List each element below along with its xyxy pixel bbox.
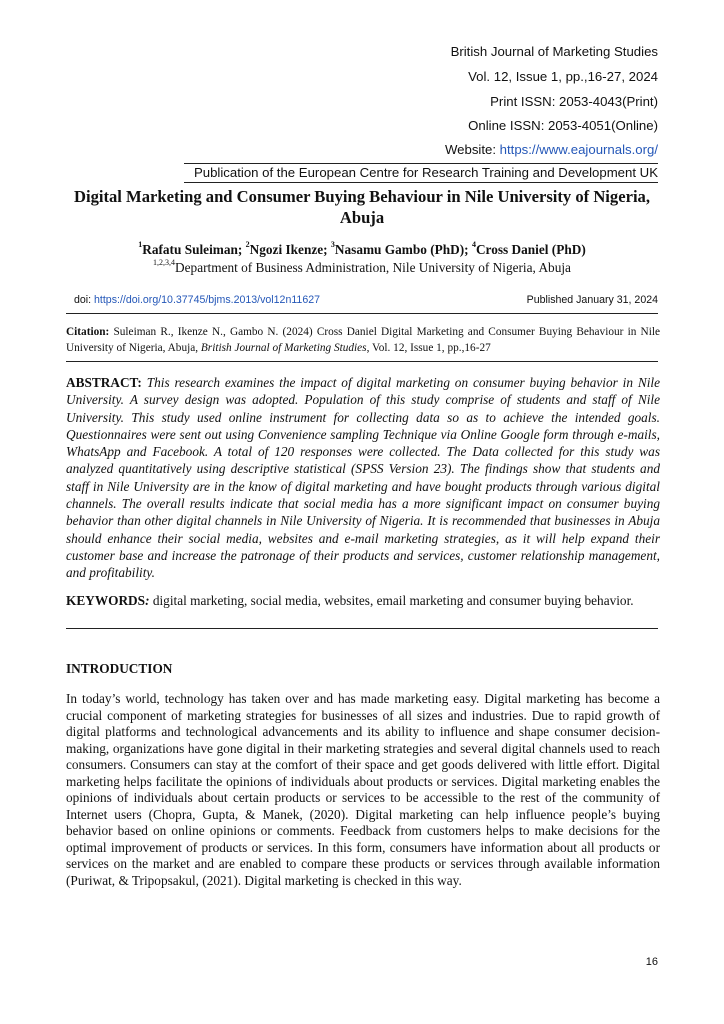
intro-paragraph: In today’s world, technology has taken over and has made marketing easy. Digital marketing has become a crucial component of marketing strategies for businesses of all sizes and industries. Due to rapid growth of digital platforms and technological advancements and its ability to influence and shape consumer decision-making, organizations have gone digital in their marketing strategies and several digital channels used to reach consumers. Consumers can stay at the comfort of their space and get goods delivered with little effort. Digital marketing helps facilitate the opinions of individuals about products or services. Digital marketing enables the opinions of individuals about certain products or services to be accessible to the rest of the community of Internet users (Chopra, Gupta, & Manek, (2020). Digital marketing can help influence people’s buying behavior based on online opinions or comments. Feedback from customers helps to make decisions for the optimal improvement of products or services. In this form, consumers have information about all products or services on the market and are enabled to compare these products or services through available information (Puriwat, & Tripopsakul, (2021). Digital marketing is checked in this way. <box>66 691 660 888</box>
author-name: Nasamu Gambo (PhD); <box>334 242 472 257</box>
citation <box>66 324 660 356</box>
affiliation-text: Department of Business Administration, Nile University of Nigeria, Abuja <box>175 260 571 275</box>
website-link[interactable]: https://www.eajournals.org/ <box>499 142 658 157</box>
citation-rule <box>66 361 658 362</box>
author-sup: 2 <box>245 240 250 249</box>
website-line <box>445 142 658 157</box>
header-rule <box>184 163 658 164</box>
journal-name: British Journal of Marketing Studies <box>450 44 658 59</box>
keywords <box>66 592 660 609</box>
affiliation-sup: 1,2,3,4 <box>153 258 176 267</box>
keywords-label: KEYWORDS <box>66 593 146 608</box>
keywords-text: digital marketing, social media, websites, email marketing and consumer buying behavior. <box>149 593 634 608</box>
page-number: 16 <box>645 956 658 968</box>
website-label: Website: <box>444 142 500 157</box>
abstract-label: ABSTRACT: <box>66 375 142 390</box>
online-issn: Online ISSN: 2053-4051(Online) <box>468 118 658 133</box>
citation-tail: , Vol. 12, Issue 1, pp.,16-27 <box>366 342 491 354</box>
published-date: Published January 31, 2024 <box>526 294 658 306</box>
doi-line <box>74 294 320 306</box>
doi-rule <box>66 313 658 314</box>
abstract <box>66 374 660 582</box>
doi-link[interactable]: https://doi.org/10.37745/bjms.2013/vol12n11627 <box>94 294 321 306</box>
abstract-text: This research examines the impact of digital marketing on consumer buying behavior in Nile University. A survey design was adopted. Population of this study comprise of students and staff of Nile University. This study used online instrument for collecting data so as to achieve the intended goals. Questionnaires were sent out using Convenience sampling Technique via Online Google form through e-mails, WhatsApp and Facebook. A total of 120 responses were collected. The Data collected for this study was analyzed quantitatively using descriptive statistical (SPSS Version 23). The findings show that students and staff in Nile University are in the know of digital marketing and have bought products through various digital channels. The overall results indicate that social media has a more significant impact on consumer buying behavior than other digital channels in Nile University of Nigeria. It is recommended that businesses in Abuja should enhance their social media, websites and e-mail marketing strategies, as it will help expand their customer base and increase the patronage of their products and services, customer relationship management, and profitability. <box>66 375 660 581</box>
author-name: Ngozi Ikenze; <box>249 242 331 257</box>
author-list <box>60 242 664 258</box>
keywords-colon: : <box>145 593 150 608</box>
author-sup: 3 <box>330 240 335 249</box>
affiliation <box>60 260 664 276</box>
author-sup: 4 <box>471 240 476 249</box>
header-rule-bottom <box>184 182 658 183</box>
author-name: Cross Daniel (PhD) <box>475 242 586 257</box>
print-issn: Print ISSN: 2053-4043(Print) <box>490 94 658 109</box>
citation-text: Suleiman R., Ikenze N., Gambo N. (2024) Cross Daniel Digital Marketing and Consumer Buying Behaviour in Nile University of Nigeria, Abuja, <box>66 326 660 354</box>
citation-label: Citation: <box>66 326 110 338</box>
keywords-rule <box>66 628 658 629</box>
section-heading: INTRODUCTION <box>66 661 173 676</box>
author-sup: 1 <box>138 240 143 249</box>
paper-title: Digital Marketing and Consumer Buying Behaviour in Nile University of Nigeria, Abuja <box>73 187 651 227</box>
author-name: Rafatu Suleiman; <box>142 242 246 257</box>
citation-journal: British Journal of Marketing Studies <box>200 342 367 354</box>
volume-info: Vol. 12, Issue 1, pp.,16-27, 2024 <box>468 69 658 84</box>
doi-label: doi: <box>74 294 95 306</box>
publisher-line: Publication of the European Centre for Research Training and Development UK <box>193 165 658 180</box>
